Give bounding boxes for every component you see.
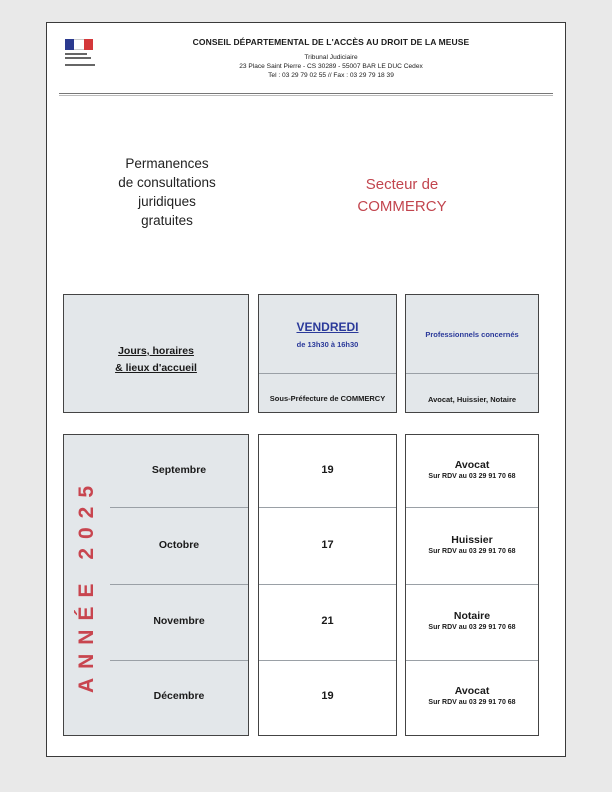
day-header-cell [258, 294, 397, 413]
professionals-title: Professionnels concernés [425, 330, 519, 339]
title-line: Permanences [125, 156, 209, 171]
republic-logo [65, 39, 97, 66]
sector-line: Secteur de [365, 176, 439, 193]
main-title [102, 154, 232, 230]
schedule-label-line: & lieux d'accueil [115, 362, 197, 374]
title-line: gratuites [141, 213, 193, 228]
professional-name: Avocat [454, 459, 490, 471]
schedule-label [64, 343, 248, 377]
document-page [46, 22, 566, 757]
cell-divider [406, 373, 538, 374]
row-divider [259, 507, 396, 508]
year-label: ANNÉE 2025 [75, 476, 98, 694]
letterhead [107, 37, 555, 80]
month-label: Décembre [153, 690, 205, 702]
month-label: Octobre [158, 539, 200, 551]
place-label: Sous-Préfecture de COMMERCY [269, 394, 386, 403]
title-line: juridiques [138, 194, 196, 209]
year-band [64, 435, 110, 735]
row-divider [259, 660, 396, 661]
schedule-label-line: Jours, horaires [118, 345, 194, 357]
row-divider [406, 584, 538, 585]
date-value: 19 [321, 464, 334, 476]
sector-title [332, 174, 472, 218]
months-column [63, 434, 249, 736]
appointment-phone: Sur RDV au 03 29 91 70 68 [428, 699, 516, 706]
date-value: 17 [321, 539, 334, 551]
professional-entry [406, 534, 538, 555]
row-divider [406, 660, 538, 661]
professional-name: Huissier [451, 534, 493, 546]
professional-entry [406, 610, 538, 631]
title-line: de consultations [118, 175, 216, 190]
row-divider [259, 584, 396, 585]
contact-line: Tel : 03 29 79 02 55 // Fax : 03 29 79 18 39 [268, 72, 394, 79]
appointment-phone: Sur RDV au 03 29 91 70 68 [428, 624, 516, 631]
professional-name: Avocat [454, 685, 490, 697]
appointment-phone: Sur RDV au 03 29 91 70 68 [428, 473, 516, 480]
month-label: Septembre [151, 464, 207, 476]
header-divider-2 [59, 95, 553, 96]
professionals-list: Avocat, Huissier, Notaire [427, 395, 517, 404]
address-line-1: Tribunal Judiciaire [304, 54, 358, 61]
professionals-column [405, 434, 539, 736]
day-label: VENDREDI [296, 320, 359, 334]
schedule-label-cell [63, 294, 249, 413]
date-value: 19 [321, 690, 334, 702]
row-divider [110, 584, 248, 585]
professional-name: Notaire [453, 610, 491, 622]
row-divider [110, 660, 248, 661]
header-divider [59, 93, 553, 94]
cell-divider [259, 373, 396, 374]
row-divider [406, 507, 538, 508]
sector-line: COMMERCY [357, 198, 447, 215]
professionals-header-cell [405, 294, 539, 413]
hours-label: de 13h30 à 16h30 [296, 340, 359, 349]
flag-icon [65, 39, 93, 50]
row-divider [110, 507, 248, 508]
address-line-2: 23 Place Saint Pierre - CS 30289 - 55007 BAR LE DUC Cedex [239, 63, 423, 70]
date-value: 21 [321, 615, 334, 627]
month-label: Novembre [153, 615, 205, 627]
organization-name: CONSEIL DÉPARTEMENTAL DE L'ACCÈS AU DROIT DE LA MEUSE [192, 37, 470, 47]
professional-entry [406, 685, 538, 706]
professional-entry [406, 459, 538, 480]
appointment-phone: Sur RDV au 03 29 91 70 68 [428, 548, 516, 555]
dates-column [258, 434, 397, 736]
